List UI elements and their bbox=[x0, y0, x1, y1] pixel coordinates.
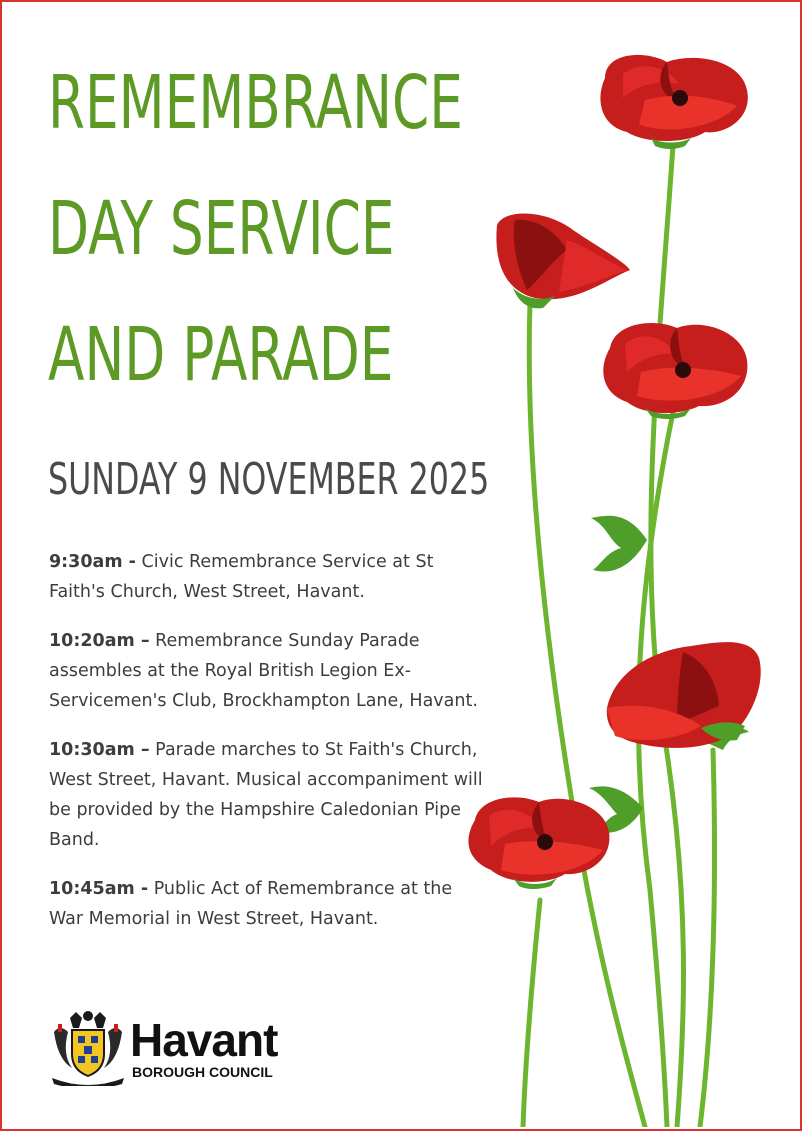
event-date: SUNDAY 9 NOVEMBER 2025 bbox=[48, 454, 490, 505]
poppy-icon bbox=[603, 323, 747, 419]
schedule-text: Remembrance Sunday Parade assembles at the Royal British Legion Ex-Servicemen's Club, Brockhampton Lane, Havant. bbox=[49, 631, 478, 711]
title-line-2: DAY SERVICE bbox=[48, 186, 395, 272]
schedule-entry bbox=[49, 547, 489, 607]
schedule-list bbox=[49, 547, 489, 953]
stem bbox=[700, 750, 714, 1127]
schedule-text: Public Act of Remembrance at the War Memorial in West Street, Havant. bbox=[49, 879, 453, 929]
logo-subtitle: BOROUGH COUNCIL bbox=[132, 1064, 273, 1080]
poppy-icon bbox=[607, 642, 761, 748]
title-line-1: REMEMBRANCE bbox=[48, 60, 463, 146]
page-title bbox=[48, 40, 463, 418]
title-line-3: AND PARADE bbox=[48, 312, 394, 398]
schedule-entry bbox=[49, 735, 489, 855]
schedule-time: 9:30am - bbox=[49, 552, 136, 572]
schedule-text: Civic Remembrance Service at St Faith's Church, West Street, Havant. bbox=[49, 552, 434, 602]
stem bbox=[523, 900, 540, 1127]
schedule-time: 10:20am – bbox=[49, 631, 150, 651]
logo-name: Havant bbox=[130, 1014, 278, 1066]
council-logo bbox=[48, 1006, 308, 1086]
schedule-text: Parade marches to St Faith's Church, West Street, Havant. Musical accompaniment will be provided by the Hampshire Caledonian Pipe Band. bbox=[49, 740, 483, 850]
schedule-time: 10:30am – bbox=[49, 740, 150, 760]
poppies-illustration bbox=[455, 40, 775, 1127]
schedule-time: 10:45am - bbox=[49, 879, 149, 899]
coat-of-arms-icon bbox=[48, 1006, 128, 1086]
leaf-icon bbox=[591, 516, 647, 572]
schedule-entry bbox=[49, 626, 489, 716]
schedule-entry bbox=[49, 874, 489, 934]
poppy-icon bbox=[600, 55, 747, 149]
poppy-icon bbox=[496, 214, 630, 309]
poppy-icon bbox=[468, 797, 609, 889]
